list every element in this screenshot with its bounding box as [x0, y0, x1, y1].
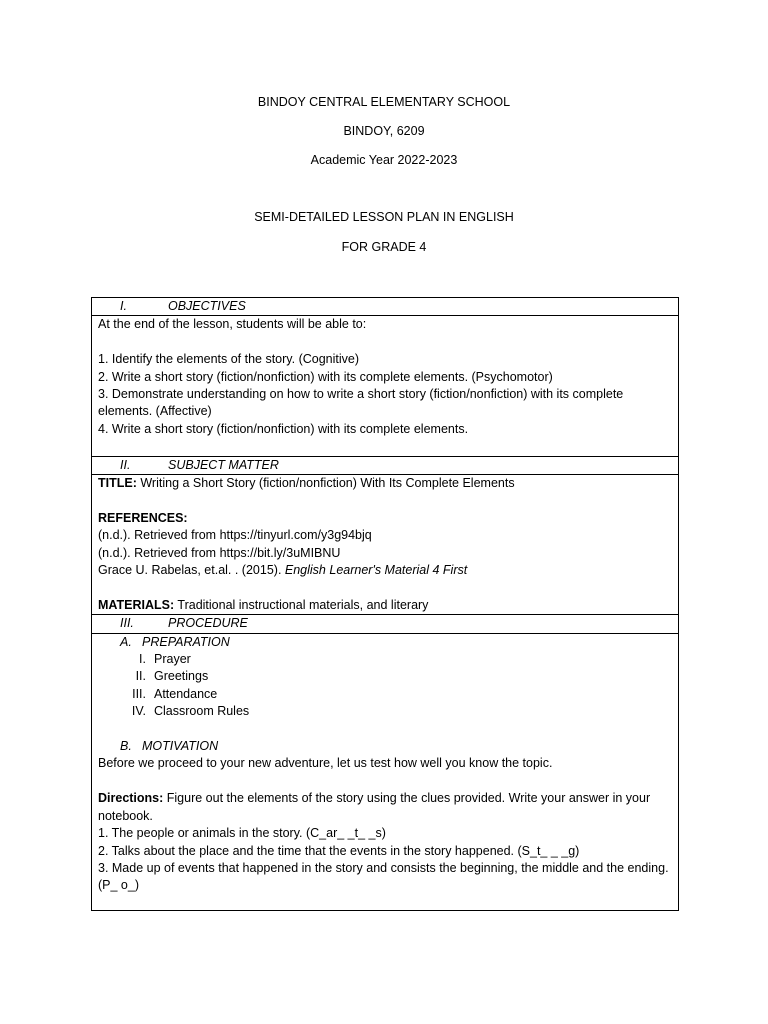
objective-item: 3. Demonstrate understanding on how to write a short story (fiction/nonfiction) with its complete elements. (Affective)	[98, 387, 624, 419]
materials-value: Traditional instructional materials, and literary	[174, 597, 429, 612]
section-title: SUBJECT MATTER	[168, 457, 279, 472]
objectives-intro: At the end of the lesson, students will be able to:	[98, 317, 367, 332]
section-title: PROCEDURE	[168, 616, 248, 631]
title-label: TITLE:	[98, 476, 137, 491]
objectives-heading-row	[92, 298, 679, 316]
item-numeral: III.	[132, 686, 146, 701]
item-text: Prayer	[154, 652, 191, 667]
subsection-letter: A.	[120, 634, 132, 649]
objective-item: 2. Write a short story (fiction/nonfiction) with its complete elements. (Psychomotor)	[98, 369, 553, 384]
subsection-letter: B.	[120, 739, 132, 754]
objectives-body	[92, 316, 679, 456]
section-numeral: III.	[120, 616, 134, 631]
subject-matter-body-row	[92, 475, 679, 615]
section-heading-procedure	[92, 615, 679, 633]
section-title: OBJECTIVES	[168, 299, 246, 313]
lesson-plan-title: SEMI-DETAILED LESSON PLAN IN ENGLISH	[254, 210, 514, 224]
school-name: BINDOY CENTRAL ELEMENTARY SCHOOL	[257, 95, 511, 109]
section-numeral: II.	[120, 457, 131, 472]
materials-label: MATERIALS:	[98, 597, 175, 612]
item-numeral: I.	[139, 652, 146, 667]
subject-matter-heading-row	[92, 456, 679, 474]
references-label: REFERENCES:	[98, 510, 188, 525]
preparation-item	[98, 703, 672, 720]
reference-prefix: Grace U. Rabelas, et.al. . (2015).	[98, 563, 285, 578]
reference-book-title: English Learner's Material 4 First	[284, 563, 468, 578]
clue-item: 2. Talks about the place and the time that the events in the story happened. (S_t_ _ _g)	[98, 843, 580, 858]
title-line	[98, 475, 672, 492]
section-heading-subject-matter	[92, 456, 679, 474]
item-text: Greetings	[154, 669, 209, 684]
reference-item: (n.d.). Retrieved from https://tinyurl.com/y3g94bjq	[98, 528, 372, 543]
preparation-item	[98, 686, 672, 703]
clue-item: 3. Made up of events that happened in the story and consists the beginning, the middle and the ending. (P_ o_)	[98, 860, 669, 893]
preparation-heading	[98, 634, 672, 651]
item-text: Attendance	[154, 686, 218, 701]
lesson-plan-table	[91, 297, 679, 911]
directions-text	[98, 790, 672, 825]
preparation-item	[98, 651, 672, 668]
procedure-body	[92, 633, 679, 910]
school-location: BINDOY, 6209	[343, 124, 425, 138]
item-text: Classroom Rules	[154, 704, 250, 719]
motivation-intro: Before we proceed to your new adventure, let us test how well you know the topic.	[98, 756, 553, 771]
objective-item: 4. Write a short story (fiction/nonfiction) with its complete elements.	[98, 421, 469, 436]
section-numeral: I.	[120, 299, 127, 313]
procedure-body-row	[92, 633, 679, 910]
preparation-item	[98, 668, 672, 685]
item-numeral: II.	[135, 669, 146, 684]
materials-line	[98, 597, 672, 614]
procedure-heading-row	[92, 615, 679, 633]
subsection-label: MOTIVATION	[142, 739, 219, 754]
subject-matter-body	[92, 475, 679, 615]
directions-label: Directions:	[98, 791, 164, 806]
grade-level: FOR GRADE 4	[341, 240, 427, 254]
objectives-body-row	[92, 316, 679, 456]
clue-item: 1. The people or animals in the story. (C_ar_ _t_ _s)	[98, 826, 386, 841]
subsection-label: PREPARATION	[142, 634, 230, 649]
title-value: Writing a Short Story (fiction/nonfiction) With Its Complete Elements	[136, 476, 515, 491]
reference-item	[98, 562, 672, 579]
item-numeral: IV.	[131, 704, 146, 719]
reference-item: (n.d.). Retrieved from https://bit.ly/3uMIBNU	[98, 545, 341, 560]
directions-body: Figure out the elements of the story using the clues provided. Write your answer in your notebook.	[98, 791, 651, 823]
section-heading-objectives	[92, 298, 679, 316]
objective-item: 1. Identify the elements of the story. (Cognitive)	[98, 352, 360, 367]
motivation-heading	[98, 738, 672, 755]
academic-year: Academic Year 2022-2023	[310, 153, 458, 167]
